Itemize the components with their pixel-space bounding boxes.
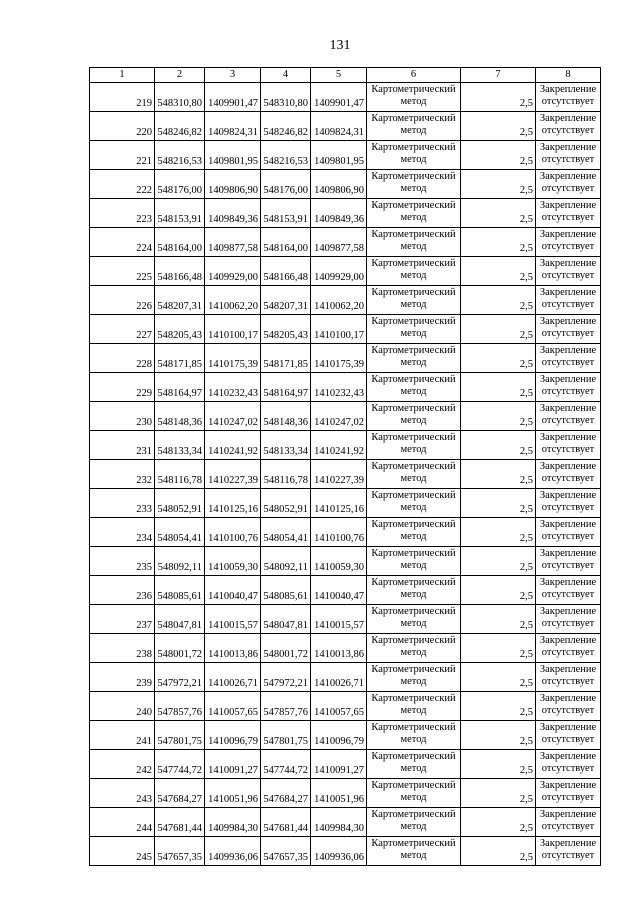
x-coord-cell: 548153,91 [155,199,205,228]
table-row [90,286,601,315]
table-row [90,460,601,489]
accuracy-cell: 2,5 [461,808,536,837]
x-coord-cell: 548052,91 [261,489,311,518]
point-number-cell: 229 [90,373,155,402]
method-cell: Картометрический метод [367,141,461,170]
x-coord-cell: 547801,75 [155,721,205,750]
fixation-cell: Закрепление отсутствует [536,750,601,779]
accuracy-cell: 2,5 [461,605,536,634]
accuracy-cell: 2,5 [461,257,536,286]
y-coord-cell: 1410125,16 [205,489,261,518]
x-coord-cell: 548116,78 [261,460,311,489]
x-coord-cell: 548246,82 [155,112,205,141]
accuracy-cell: 2,5 [461,576,536,605]
method-cell: Картометрический метод [367,257,461,286]
y-coord-cell: 1410015,57 [311,605,367,634]
x-coord-cell: 548052,91 [155,489,205,518]
table-header [90,68,601,83]
x-coord-cell: 548116,78 [155,460,205,489]
method-cell: Картометрический метод [367,344,461,373]
point-number-cell: 245 [90,837,155,866]
accuracy-cell: 2,5 [461,199,536,228]
x-coord-cell: 548133,34 [155,431,205,460]
accuracy-cell: 2,5 [461,779,536,808]
y-coord-cell: 1410015,57 [205,605,261,634]
point-number-cell: 240 [90,692,155,721]
y-coord-cell: 1410026,71 [311,663,367,692]
accuracy-cell: 2,5 [461,141,536,170]
fixation-cell: Закрепление отсутствует [536,170,601,199]
method-cell: Картометрический метод [367,837,461,866]
fixation-cell: Закрепление отсутствует [536,605,601,634]
method-cell: Картометрический метод [367,170,461,199]
point-number-cell: 230 [90,402,155,431]
x-coord-cell: 548176,00 [155,170,205,199]
x-coord-cell: 548054,41 [261,518,311,547]
x-coord-cell: 548164,00 [155,228,205,257]
fixation-cell: Закрепление отсутствует [536,518,601,547]
header-row [90,68,601,83]
y-coord-cell: 1410100,17 [311,315,367,344]
point-number-cell: 220 [90,112,155,141]
x-coord-cell: 548001,72 [155,634,205,663]
method-cell: Картометрический метод [367,721,461,750]
y-coord-cell: 1410227,39 [205,460,261,489]
accuracy-cell: 2,5 [461,837,536,866]
fixation-cell: Закрепление отсутствует [536,344,601,373]
header-cell: 4 [261,68,311,83]
method-cell: Картометрический метод [367,750,461,779]
point-number-cell: 223 [90,199,155,228]
method-cell: Картометрический метод [367,286,461,315]
y-coord-cell: 1409806,90 [311,170,367,199]
point-number-cell: 225 [90,257,155,286]
header-cell: 5 [311,68,367,83]
x-coord-cell: 548310,80 [155,83,205,112]
x-coord-cell: 548171,85 [155,344,205,373]
table-row [90,373,601,402]
table-row [90,779,601,808]
fixation-cell: Закрепление отсутствует [536,576,601,605]
fixation-cell: Закрепление отсутствует [536,489,601,518]
table-row [90,170,601,199]
y-coord-cell: 1410100,17 [205,315,261,344]
x-coord-cell: 548216,53 [261,141,311,170]
method-cell: Картометрический метод [367,779,461,808]
y-coord-cell: 1410241,92 [311,431,367,460]
header-cell: 7 [461,68,536,83]
y-coord-cell: 1410051,96 [205,779,261,808]
x-coord-cell: 548153,91 [261,199,311,228]
y-coord-cell: 1410175,39 [311,344,367,373]
fixation-cell: Закрепление отсутствует [536,257,601,286]
x-coord-cell: 547857,76 [155,692,205,721]
y-coord-cell: 1409824,31 [311,112,367,141]
y-coord-cell: 1410040,47 [311,576,367,605]
method-cell: Картометрический метод [367,373,461,402]
y-coord-cell: 1410057,65 [205,692,261,721]
y-coord-cell: 1410125,16 [311,489,367,518]
fixation-cell: Закрепление отсутствует [536,228,601,257]
x-coord-cell: 547972,21 [155,663,205,692]
x-coord-cell: 547857,76 [261,692,311,721]
y-coord-cell: 1409929,00 [311,257,367,286]
x-coord-cell: 548207,31 [155,286,205,315]
y-coord-cell: 1409984,30 [311,808,367,837]
y-coord-cell: 1410091,27 [205,750,261,779]
table-row [90,808,601,837]
method-cell: Картометрический метод [367,460,461,489]
table-row [90,721,601,750]
y-coord-cell: 1410062,20 [205,286,261,315]
y-coord-cell: 1409984,30 [205,808,261,837]
x-coord-cell: 547657,35 [261,837,311,866]
y-coord-cell: 1409877,58 [205,228,261,257]
x-coord-cell: 548205,43 [261,315,311,344]
table-row [90,228,601,257]
y-coord-cell: 1410247,02 [205,402,261,431]
point-number-cell: 226 [90,286,155,315]
y-coord-cell: 1409849,36 [205,199,261,228]
x-coord-cell: 548092,11 [261,547,311,576]
y-coord-cell: 1410057,65 [311,692,367,721]
accuracy-cell: 2,5 [461,344,536,373]
y-coord-cell: 1410175,39 [205,344,261,373]
table-row [90,605,601,634]
fixation-cell: Закрепление отсутствует [536,83,601,112]
y-coord-cell: 1410100,76 [205,518,261,547]
fixation-cell: Закрепление отсутствует [536,460,601,489]
accuracy-cell: 2,5 [461,750,536,779]
method-cell: Картометрический метод [367,431,461,460]
fixation-cell: Закрепление отсутствует [536,141,601,170]
point-number-cell: 233 [90,489,155,518]
x-coord-cell: 548164,97 [261,373,311,402]
fixation-cell: Закрепление отсутствует [536,634,601,663]
y-coord-cell: 1410096,79 [311,721,367,750]
x-coord-cell: 548207,31 [261,286,311,315]
method-cell: Картометрический метод [367,547,461,576]
x-coord-cell: 547801,75 [261,721,311,750]
fixation-cell: Закрепление отсутствует [536,547,601,576]
method-cell: Картометрический метод [367,83,461,112]
method-cell: Картометрический метод [367,605,461,634]
point-number-cell: 241 [90,721,155,750]
x-coord-cell: 548047,81 [261,605,311,634]
y-coord-cell: 1409806,90 [205,170,261,199]
accuracy-cell: 2,5 [461,721,536,750]
header-cell: 1 [90,68,155,83]
table-row [90,83,601,112]
y-coord-cell: 1410026,71 [205,663,261,692]
point-number-cell: 232 [90,460,155,489]
x-coord-cell: 548047,81 [155,605,205,634]
table-row [90,257,601,286]
table-row [90,315,601,344]
method-cell: Картометрический метод [367,663,461,692]
y-coord-cell: 1409824,31 [205,112,261,141]
method-cell: Картометрический метод [367,112,461,141]
y-coord-cell: 1410013,86 [311,634,367,663]
table-row [90,489,601,518]
y-coord-cell: 1410040,47 [205,576,261,605]
table-row [90,547,601,576]
table-row [90,576,601,605]
accuracy-cell: 2,5 [461,286,536,315]
method-cell: Картометрический метод [367,228,461,257]
fixation-cell: Закрепление отсутствует [536,402,601,431]
x-coord-cell: 548085,61 [261,576,311,605]
x-coord-cell: 547657,35 [155,837,205,866]
x-coord-cell: 548310,80 [261,83,311,112]
fixation-cell: Закрепление отсутствует [536,692,601,721]
point-number-cell: 221 [90,141,155,170]
accuracy-cell: 2,5 [461,228,536,257]
x-coord-cell: 548205,43 [155,315,205,344]
point-number-cell: 244 [90,808,155,837]
method-cell: Картометрический метод [367,576,461,605]
method-cell: Картометрический метод [367,518,461,547]
x-coord-cell: 548216,53 [155,141,205,170]
method-cell: Картометрический метод [367,692,461,721]
x-coord-cell: 548133,34 [261,431,311,460]
y-coord-cell: 1410062,20 [311,286,367,315]
accuracy-cell: 2,5 [461,112,536,141]
method-cell: Картометрический метод [367,402,461,431]
x-coord-cell: 548054,41 [155,518,205,547]
method-cell: Картометрический метод [367,634,461,663]
accuracy-cell: 2,5 [461,402,536,431]
accuracy-cell: 2,5 [461,170,536,199]
fixation-cell: Закрепление отсутствует [536,808,601,837]
point-number-cell: 231 [90,431,155,460]
point-number-cell: 235 [90,547,155,576]
point-number-cell: 234 [90,518,155,547]
y-coord-cell: 1410091,27 [311,750,367,779]
x-coord-cell: 548171,85 [261,344,311,373]
point-number-cell: 242 [90,750,155,779]
y-coord-cell: 1410232,43 [205,373,261,402]
table-row [90,199,601,228]
y-coord-cell: 1409901,47 [311,83,367,112]
y-coord-cell: 1409801,95 [311,141,367,170]
point-number-cell: 237 [90,605,155,634]
accuracy-cell: 2,5 [461,692,536,721]
accuracy-cell: 2,5 [461,489,536,518]
table-body [90,83,601,866]
y-coord-cell: 1410013,86 [205,634,261,663]
accuracy-cell: 2,5 [461,431,536,460]
y-coord-cell: 1410232,43 [311,373,367,402]
x-coord-cell: 548164,97 [155,373,205,402]
y-coord-cell: 1410247,02 [311,402,367,431]
accuracy-cell: 2,5 [461,83,536,112]
table-row [90,634,601,663]
fixation-cell: Закрепление отсутствует [536,373,601,402]
point-number-cell: 219 [90,83,155,112]
accuracy-cell: 2,5 [461,460,536,489]
y-coord-cell: 1409901,47 [205,83,261,112]
page-number: 131 [329,38,351,53]
point-number-cell: 228 [90,344,155,373]
point-number-cell: 227 [90,315,155,344]
y-coord-cell: 1409877,58 [311,228,367,257]
table-row [90,112,601,141]
y-coord-cell: 1410059,30 [205,547,261,576]
table-row [90,141,601,170]
accuracy-cell: 2,5 [461,547,536,576]
x-coord-cell: 547972,21 [261,663,311,692]
point-number-cell: 224 [90,228,155,257]
header-cell: 2 [155,68,205,83]
x-coord-cell: 548092,11 [155,547,205,576]
method-cell: Картометрический метод [367,199,461,228]
y-coord-cell: 1410059,30 [311,547,367,576]
fixation-cell: Закрепление отсутствует [536,112,601,141]
x-coord-cell: 548166,48 [261,257,311,286]
header-cell: 6 [367,68,461,83]
fixation-cell: Закрепление отсутствует [536,721,601,750]
fixation-cell: Закрепление отсутствует [536,837,601,866]
coordinates-table [89,67,601,866]
accuracy-cell: 2,5 [461,373,536,402]
x-coord-cell: 548166,48 [155,257,205,286]
x-coord-cell: 548164,00 [261,228,311,257]
table-row [90,837,601,866]
x-coord-cell: 547684,27 [155,779,205,808]
y-coord-cell: 1410100,76 [311,518,367,547]
point-number-cell: 222 [90,170,155,199]
point-number-cell: 238 [90,634,155,663]
table-row [90,663,601,692]
table-row [90,402,601,431]
accuracy-cell: 2,5 [461,663,536,692]
point-number-cell: 236 [90,576,155,605]
x-coord-cell: 547684,27 [261,779,311,808]
fixation-cell: Закрепление отсутствует [536,199,601,228]
x-coord-cell: 547681,44 [261,808,311,837]
header-cell: 3 [205,68,261,83]
fixation-cell: Закрепление отсутствует [536,431,601,460]
table-row [90,750,601,779]
x-coord-cell: 548176,00 [261,170,311,199]
method-cell: Картометрический метод [367,315,461,344]
y-coord-cell: 1410051,96 [311,779,367,808]
accuracy-cell: 2,5 [461,518,536,547]
y-coord-cell: 1409929,00 [205,257,261,286]
fixation-cell: Закрепление отсутствует [536,286,601,315]
fixation-cell: Закрепление отсутствует [536,663,601,692]
x-coord-cell: 548001,72 [261,634,311,663]
y-coord-cell: 1409849,36 [311,199,367,228]
x-coord-cell: 548085,61 [155,576,205,605]
accuracy-cell: 2,5 [461,634,536,663]
x-coord-cell: 547744,72 [261,750,311,779]
method-cell: Картометрический метод [367,489,461,518]
table-row [90,344,601,373]
y-coord-cell: 1409801,95 [205,141,261,170]
table-row [90,431,601,460]
x-coord-cell: 548148,36 [155,402,205,431]
accuracy-cell: 2,5 [461,315,536,344]
table-row [90,692,601,721]
y-coord-cell: 1410096,79 [205,721,261,750]
y-coord-cell: 1410241,92 [205,431,261,460]
y-coord-cell: 1410227,39 [311,460,367,489]
header-cell: 8 [536,68,601,83]
x-coord-cell: 547681,44 [155,808,205,837]
x-coord-cell: 548246,82 [261,112,311,141]
method-cell: Картометрический метод [367,808,461,837]
x-coord-cell: 547744,72 [155,750,205,779]
y-coord-cell: 1409936,06 [205,837,261,866]
y-coord-cell: 1409936,06 [311,837,367,866]
table-row [90,518,601,547]
point-number-cell: 239 [90,663,155,692]
x-coord-cell: 548148,36 [261,402,311,431]
point-number-cell: 243 [90,779,155,808]
fixation-cell: Закрепление отсутствует [536,315,601,344]
fixation-cell: Закрепление отсутствует [536,779,601,808]
